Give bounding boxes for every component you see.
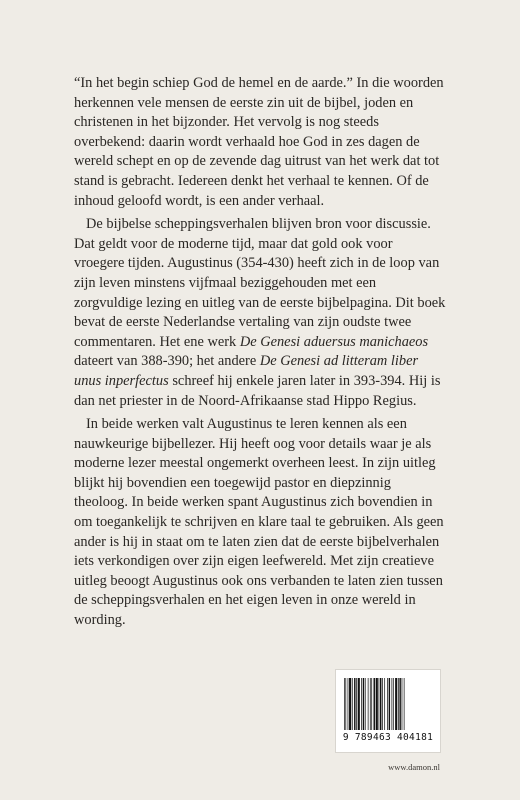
isbn-number: 9 789463 404181 [342,732,434,743]
barcode-bars [342,678,434,730]
paragraph-1: “In het begin schiep God de hemel en de aarde.” In die woorden herkennen vele mensen de eerste zin uit de bijbel, joden en christenen in het bijzonder. Het vervolg is nog steeds overbekend: daarin wordt verhaald hoe God in zes dagen de wereld schept en op de zevende dag uitrust van het werk dat tot stand is gebracht. Iedereen denkt het verhaal te kennen. Of de inhoud geloofd wordt, is een ander verhaal. [74,75,444,209]
title-de-genesi-aduersus-manichaeos: De Genesi aduersus manichaeos [239,333,429,350]
paragraph-2 [74,215,446,411]
barcode [336,670,440,752]
paragraph-2-part-b: dateert van 388-390; het andere [74,353,260,370]
blurb-text [74,74,446,635]
publisher-url: www.damon.nl [388,762,440,772]
title-de-genesi-ad-litteram: De Genesi ad litteram liber unus inperfectus [74,353,419,389]
paragraph-2-part-a: De bijbelse scheppingsverhalen blijven bron voor discussie. Dat geldt voor de moderne tijd, maar dat gold ook voor vroegere tijden. Augustinus (354-430) heeft zich in de loop van zijn leven minstens vijfmaal beziggehouden met een zorgvuldige lezing en uitleg van de eerste bijbelpagina. Dit boek bevat de eerste Nederlandse vertaling van zijn oudste twee commentaren. Het ene werk [74,216,446,350]
paragraph-2-part-c: schreef hij enkele jaren later in 393-394. Hij is dan net priester in de Noord-Afrikaanse stad Hippo Regius. [74,372,441,409]
paragraph-3: In beide werken valt Augustinus te leren kennen als een nauwkeurige bijbellezer. Hij heeft oog voor details waar je als moderne lezer meestal ongemerkt overheen leest. In zijn uitleg blijkt hij bovendien een toegewijd pastor en diepzinnig theoloog. In beide werken spant Augustinus zich bovendien in om toegankelijk te schrijven en klare taal te gebruiken. Als geen ander is hij in staat om te laten zien dat de eerste bijbelverhalen iets verkondigen over zijn eigen leefwereld. Met zijn creatieve uitleg beoogt Augustinus ook ons verbanden te laten zien tussen de scheppingsverhalen en het eigen leven in onze wereld in wording. [74,416,444,629]
